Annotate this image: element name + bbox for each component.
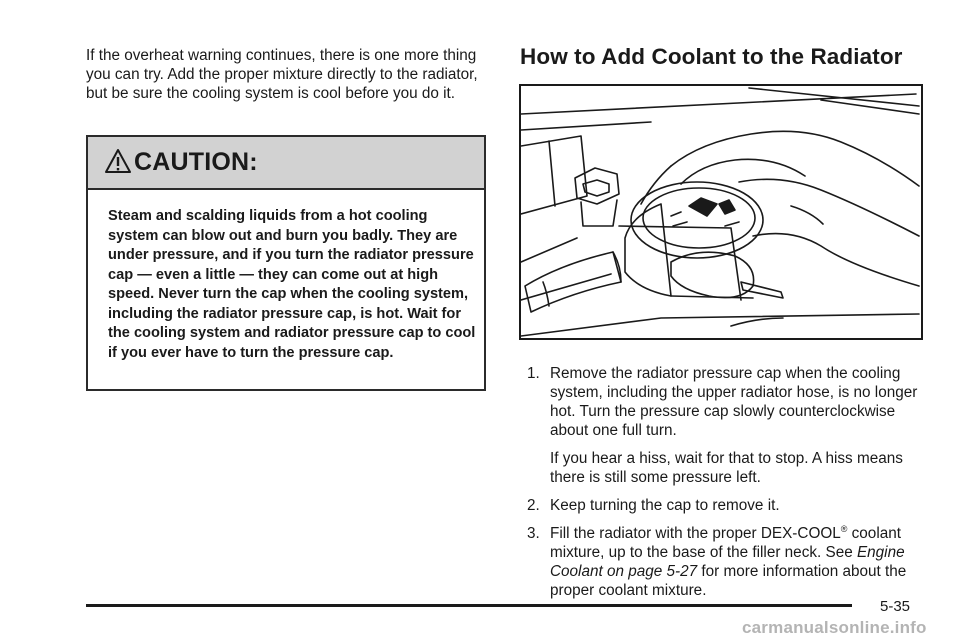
step-text: Remove the radiator pressure cap when the cooling system, including the upper radiator hose, is no longer hot. Turn the pressure cap slowly counterclockwise about one full turn. xyxy=(550,365,918,439)
caution-header xyxy=(88,137,484,190)
radiator-cap-illustration xyxy=(519,84,923,340)
step-item xyxy=(527,364,927,487)
section-heading: How to Add Coolant to the Radiator xyxy=(520,44,903,69)
step-item xyxy=(527,524,927,600)
cross-reference-link[interactable]: Engine Coolant on page 5-27 xyxy=(550,544,905,580)
step-text xyxy=(550,524,927,600)
step-list xyxy=(527,364,927,609)
step-note: If you hear a hiss, wait for that to stop. A hiss means there is still some pressure left. xyxy=(550,450,903,486)
footer-rule xyxy=(86,604,852,607)
step-text-part: for more information about the proper coolant mixture. xyxy=(550,563,907,599)
caution-body: Steam and scalding liquids from a hot cooling system can blow out and burn you badly. They are under pressure, and if you turn the radiator pressure cap — even a little — they can come out at high speed. Never turn the cap when the cooling system, including the radiator pressure cap, is hot. Wait for the cooling system and radiator pressure cap to cool if you ever have to turn the pressure cap. xyxy=(108,208,476,361)
step-number: 1. xyxy=(527,365,540,382)
step-number: 2. xyxy=(527,497,540,514)
caution-title: CAUTION: xyxy=(134,148,258,176)
warning-triangle-icon xyxy=(104,147,132,175)
step-text-part: coolant mixture, up to the base of the filler neck. See xyxy=(550,525,901,561)
step-text: Keep turning the cap to remove it. xyxy=(550,497,780,514)
watermark: carmanualsonline.info xyxy=(742,618,927,637)
page-number: 5-35 xyxy=(880,598,911,615)
step-item xyxy=(527,496,927,515)
step-text-part: Fill the radiator with the proper DEX-COOL xyxy=(550,525,841,542)
caution-box xyxy=(86,135,486,391)
step-number: 3. xyxy=(527,525,540,542)
intro-paragraph: If the overheat warning continues, there is one more thing you can try. Add the proper mixture directly to the radiator, but be sure the cooling system is cool before you do it. xyxy=(86,47,478,102)
registered-mark: ® xyxy=(840,523,848,534)
